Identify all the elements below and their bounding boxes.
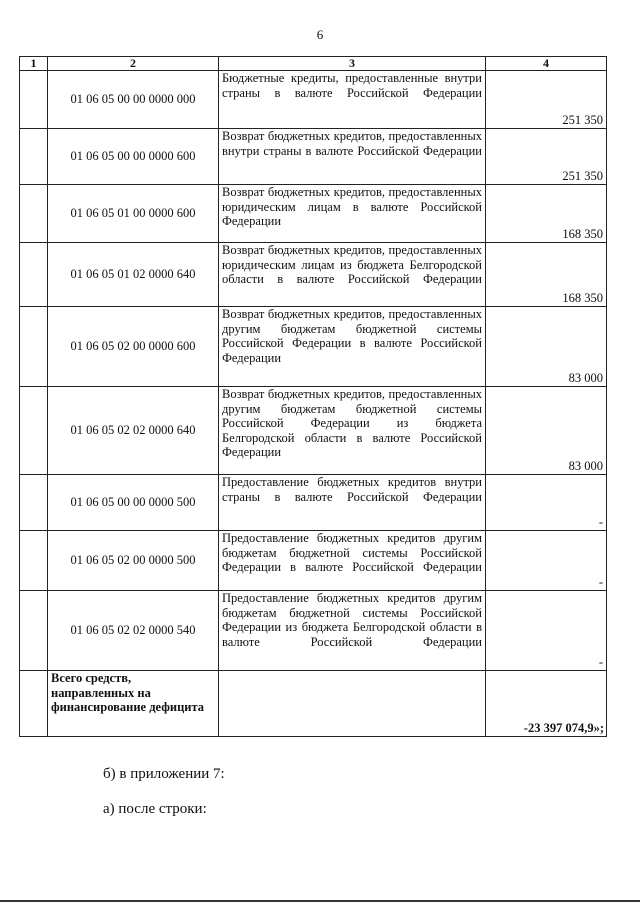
row-index-cell	[20, 243, 48, 307]
page-number: 6	[316, 27, 324, 42]
table-row	[20, 185, 607, 243]
row-index-cell	[20, 129, 48, 185]
code-cell: 01 06 05 01 02 0000 640	[48, 243, 219, 307]
paragraph-after-row: а) после строки:	[103, 801, 207, 817]
page-bottom-border	[0, 900, 640, 902]
code-cell: 01 06 05 02 00 0000 500	[48, 531, 219, 591]
description-cell: Бюджетные кредиты, предоставленные внутри страны в валюте Российской Федерации	[219, 71, 486, 129]
code-cell: 01 06 05 00 00 0000 600	[48, 129, 219, 185]
row-index-cell	[20, 185, 48, 243]
table-row	[20, 475, 607, 531]
amount-cell: -	[486, 591, 607, 671]
total-desc-cell	[219, 671, 486, 737]
code-cell: 01 06 05 00 00 0000 500	[48, 475, 219, 531]
description-cell: Возврат бюджетных кредитов, предоставленных внутри страны в валюте Российской Федерации	[219, 129, 486, 185]
row-index-cell	[20, 671, 48, 737]
row-index-cell	[20, 591, 48, 671]
table-header-row	[20, 57, 607, 71]
paragraph-appendix-7: б) в приложении 7:	[103, 766, 225, 782]
table-row	[20, 531, 607, 591]
table-row	[20, 243, 607, 307]
table-row	[20, 591, 607, 671]
row-index-cell	[20, 531, 48, 591]
description-cell: Возврат бюджетных кредитов, предоставленных другим бюджетам бюджетной системы Российской Федерации из бюджета Белгородской области в валюте Российской Федерации	[219, 387, 486, 475]
header-col-2: 2	[48, 57, 219, 71]
amount-cell: 83 000	[486, 387, 607, 475]
description-cell: Возврат бюджетных кредитов, предоставленных юридическим лицам в валюте Российской Федерации	[219, 185, 486, 243]
header-col-4: 4	[486, 57, 607, 71]
code-cell: 01 06 05 02 02 0000 640	[48, 387, 219, 475]
header-col-3: 3	[219, 57, 486, 71]
total-row	[20, 671, 607, 737]
code-cell: 01 06 05 02 00 0000 600	[48, 307, 219, 387]
row-index-cell	[20, 387, 48, 475]
amount-cell: 251 350	[486, 71, 607, 129]
table-row	[20, 387, 607, 475]
description-cell: Возврат бюджетных кредитов, предоставленных юридическим лицам из бюджета Белгородской области в валюте Российской Федерации	[219, 243, 486, 307]
row-index-cell	[20, 475, 48, 531]
description-cell: Возврат бюджетных кредитов, предоставленных другим бюджетам бюджетной системы Российской Федерации в валюте Российской Федерации	[219, 307, 486, 387]
row-index-cell	[20, 71, 48, 129]
amount-cell: -	[486, 475, 607, 531]
table-row	[20, 129, 607, 185]
amount-cell: 83 000	[486, 307, 607, 387]
code-cell: 01 06 05 01 00 0000 600	[48, 185, 219, 243]
total-label: Всего средств, направленных на финансирование дефицита	[48, 671, 219, 737]
budget-table	[19, 56, 607, 737]
amount-cell: 168 350	[486, 185, 607, 243]
table-row	[20, 307, 607, 387]
description-cell: Предоставление бюджетных кредитов другим бюджетам бюджетной системы Российской Федерации из бюджета Белгородской области в валюте Российской Федерации	[219, 591, 486, 671]
total-value: -23 397 074,9»;	[486, 671, 607, 737]
description-cell: Предоставление бюджетных кредитов внутри страны в валюте Российской Федерации	[219, 475, 486, 531]
amount-cell: 251 350	[486, 129, 607, 185]
table-row	[20, 71, 607, 129]
code-cell: 01 06 05 02 02 0000 540	[48, 591, 219, 671]
description-cell: Предоставление бюджетных кредитов другим бюджетам бюджетной системы Российской Федерации в валюте Российской Федерации	[219, 531, 486, 591]
code-cell: 01 06 05 00 00 0000 000	[48, 71, 219, 129]
amount-cell: 168 350	[486, 243, 607, 307]
header-col-1: 1	[20, 57, 48, 71]
amount-cell: -	[486, 531, 607, 591]
row-index-cell	[20, 307, 48, 387]
